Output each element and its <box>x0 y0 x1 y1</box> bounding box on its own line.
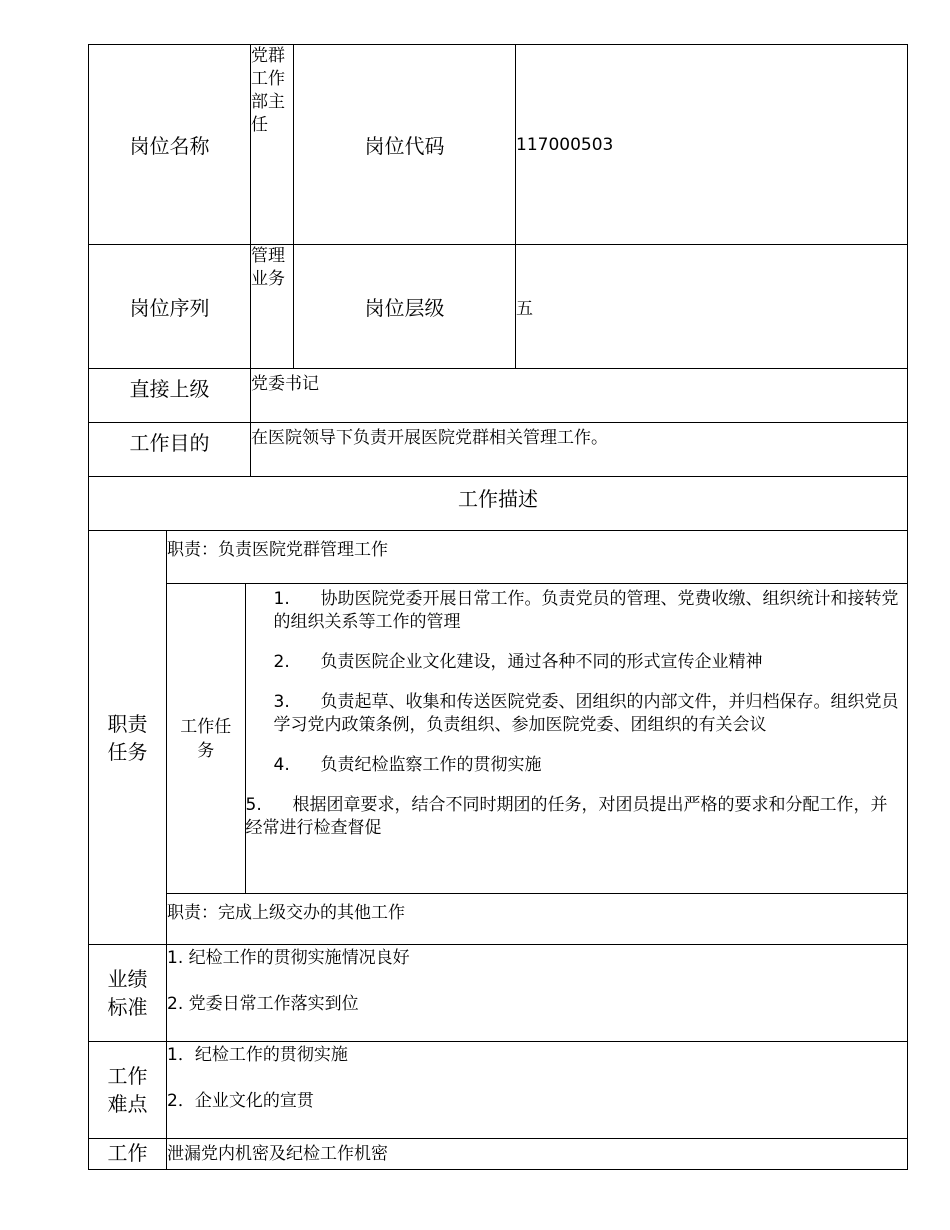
task-item: 4. 负责纪检监察工作的贯彻实施 <box>273 755 542 775</box>
difficulty-label-line1: 工作 <box>107 1064 148 1088</box>
position-code-label: 岗位代码 <box>294 45 516 245</box>
risk-label: 工作 <box>89 1139 167 1170</box>
duties-label <box>89 531 167 945</box>
performance-item: 2. 党委日常工作落实到位 <box>167 994 359 1014</box>
task-item: 3. 负责起草、收集和传送医院党委、团组织的内部文件，并归档保存。组织党员学习党内政策条例，负责组织、参加医院党委、团组织的有关会议 <box>273 692 899 735</box>
job-description-form <box>88 44 907 1170</box>
duty-1-title: 职责：负责医院党群管理工作 <box>167 531 907 584</box>
superior-label: 直接上级 <box>89 369 251 423</box>
risk-value: 泄漏党内机密及纪检工作机密 <box>167 1139 908 1170</box>
duties-table <box>167 531 907 944</box>
difficulty-item: 2．企业文化的宣贯 <box>167 1091 314 1111</box>
level-value: 五 <box>516 245 908 369</box>
position-code-value: 117000503 <box>516 45 908 245</box>
section-title: 工作描述 <box>89 477 908 531</box>
job-info-table <box>88 44 908 1170</box>
task-label <box>167 584 245 894</box>
difficulty-label <box>89 1042 167 1139</box>
task-list <box>245 584 907 894</box>
performance-label-line2: 标准 <box>107 995 148 1019</box>
level-label: 岗位层级 <box>294 245 516 369</box>
purpose-label: 工作目的 <box>89 423 251 477</box>
performance-item: 1. 纪检工作的贯彻实施情况良好 <box>167 948 410 968</box>
duty-2-title: 职责：完成上级交办的其他工作 <box>167 894 907 945</box>
difficulty-item: 1．纪检工作的贯彻实施 <box>167 1045 348 1065</box>
performance-label-line1: 业绩 <box>107 967 148 991</box>
difficulty-label-line2: 难点 <box>107 1092 148 1116</box>
duties-label-line1: 职责 <box>107 711 148 736</box>
performance-label <box>89 945 167 1042</box>
position-name-value: 党群工作部主任 <box>251 45 294 245</box>
task-item: 5. 根据团章要求，结合不同时期团的任务，对团员提出严格的要求和分配工作，并经常进行检查督促 <box>245 795 888 838</box>
task-item: 1. 协助医院党委开展日常工作。负责党员的管理、党费收缴、组织统计和接转党的组织关系等工作的管理 <box>273 589 899 632</box>
superior-value: 党委书记 <box>251 369 908 423</box>
task-label-line2: 务 <box>197 740 215 761</box>
difficulty-list <box>167 1042 908 1139</box>
task-item: 2. 负责医院企业文化建设，通过各种不同的形式宣传企业精神 <box>273 652 763 672</box>
performance-list <box>167 945 908 1042</box>
duties-label-line2: 任务 <box>107 739 148 764</box>
sequence-value: 管理业务 <box>251 245 294 369</box>
purpose-value: 在医院领导下负责开展医院党群相关管理工作。 <box>251 423 908 477</box>
duties-cell <box>167 531 908 945</box>
position-name-label: 岗位名称 <box>89 45 251 245</box>
sequence-label: 岗位序列 <box>89 245 251 369</box>
task-label-line1: 工作任 <box>180 716 232 737</box>
